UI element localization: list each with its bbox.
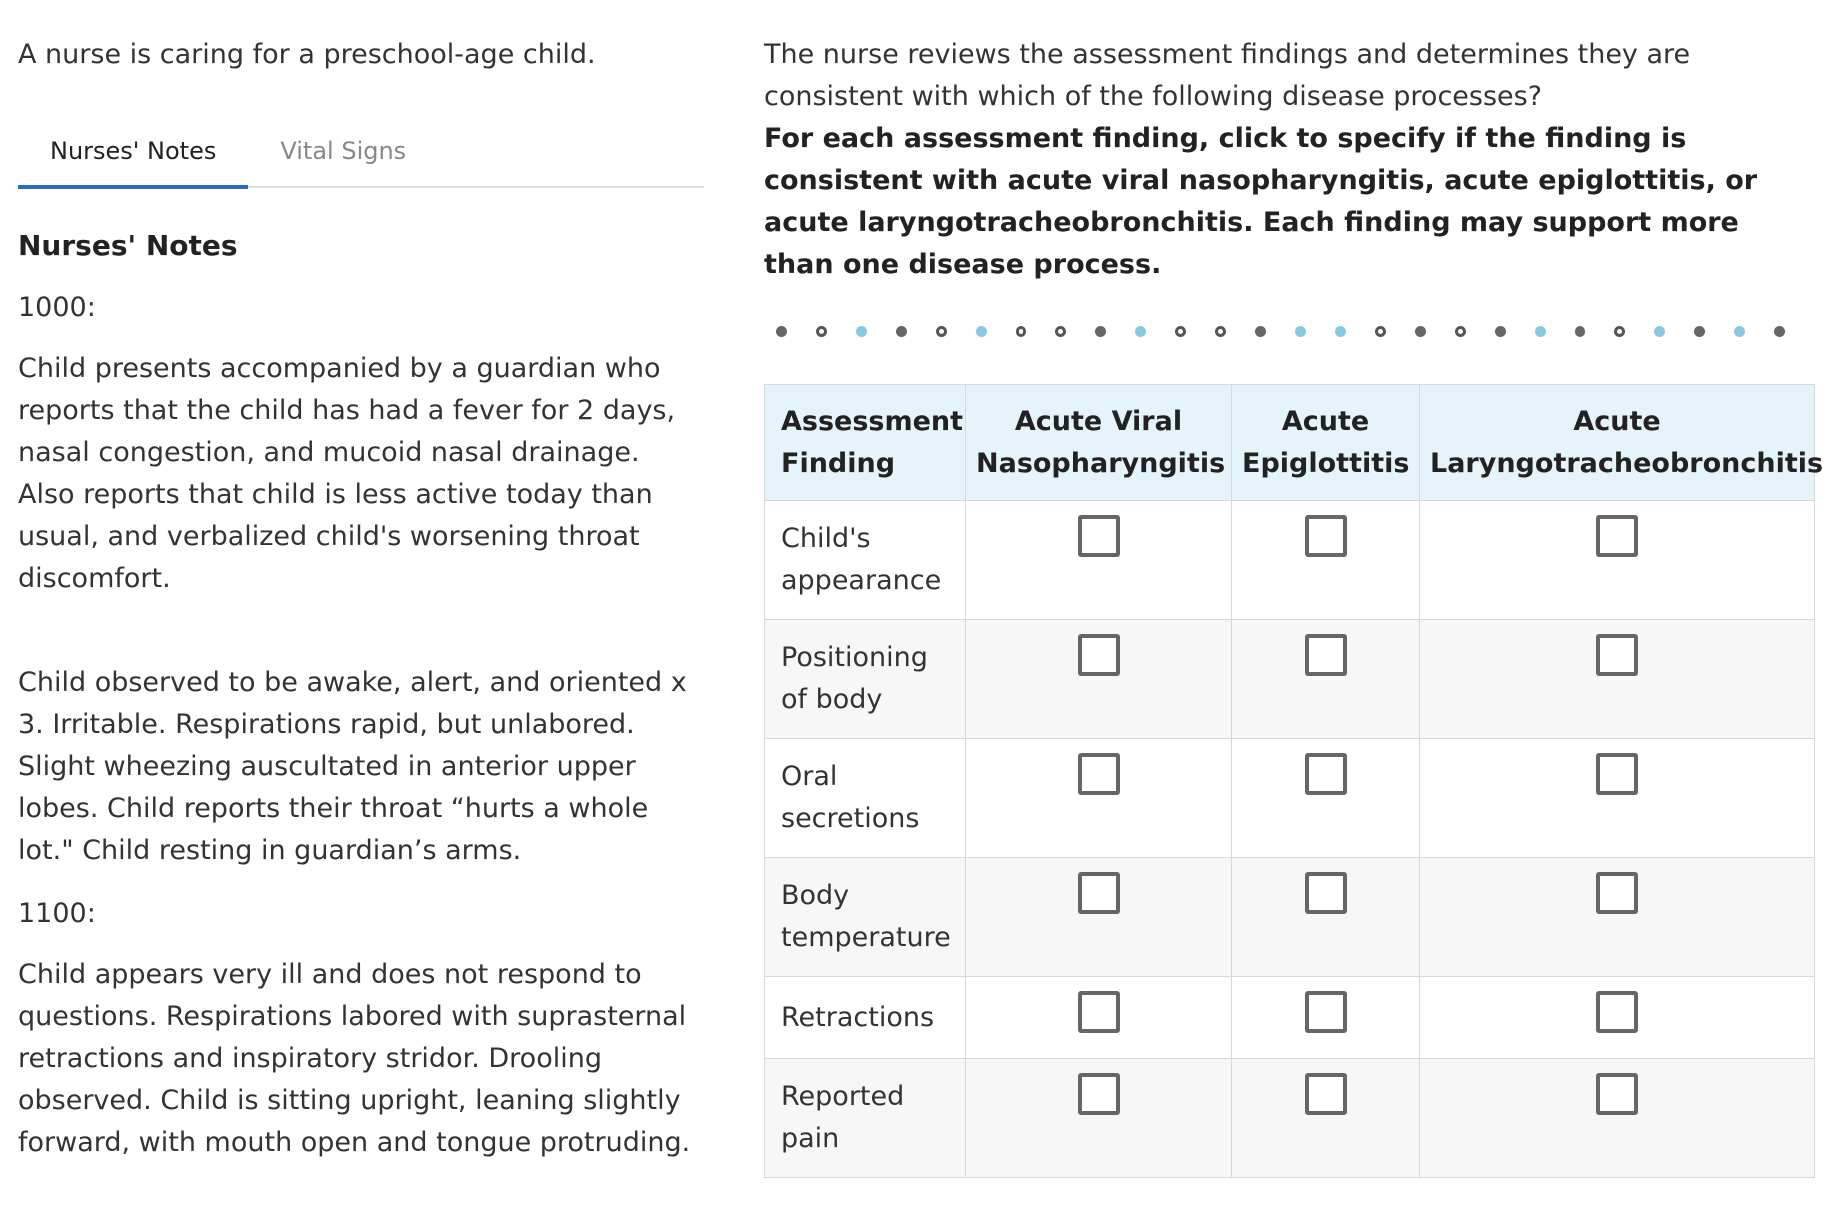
checkbox-epiglottitis[interactable]: [1305, 634, 1347, 676]
progress-dot: [1774, 326, 1785, 337]
column-header-epiglottitis: Acute Epiglottitis: [1232, 385, 1420, 501]
checkbox-laryngotracheobronchitis[interactable]: [1596, 634, 1638, 676]
note-paragraph: Child observed to be awake, alert, and oriented x 3. Irritable. Respirations rapid, but unlabored. Slight wheezing auscultated in anterior upper lobes. Child reports their throat “hurts a whole lot." Child resting in guardian’s arms.: [18, 667, 687, 866]
checkbox-epiglottitis[interactable]: [1305, 991, 1347, 1033]
checkbox-laryngotracheobronchitis[interactable]: [1596, 1073, 1638, 1115]
nurses-notes-panel: [18, 226, 704, 1164]
progress-dot: [856, 326, 867, 337]
question-instruction: For each assessment finding, click to specify if the finding is consistent with acute viral nasopharyngitis, acute epiglottitis, or acute laryngotracheobronchitis. Each finding may support more than one disease process.: [764, 123, 1758, 280]
finding-label: Oral secretions: [765, 739, 966, 858]
table-header-row: [765, 385, 1815, 501]
progress-dot: [1415, 326, 1426, 337]
checkbox-laryngotracheobronchitis[interactable]: [1596, 872, 1638, 914]
progress-dot: [776, 326, 787, 337]
question-stem: The nurse reviews the assessment findings and determines they are consistent with which of the following disease processes?: [764, 39, 1691, 112]
progress-dot: [896, 326, 907, 337]
column-header-laryngotracheobronchitis: Acute Laryngotracheobronchitis: [1420, 385, 1815, 501]
progress-dot: [1175, 326, 1186, 337]
checkbox-nasopharyngitis[interactable]: [1078, 515, 1120, 557]
progress-dot: [1335, 326, 1346, 337]
notes-heading: Nurses' Notes: [18, 229, 238, 262]
checkbox-epiglottitis[interactable]: [1305, 1073, 1347, 1115]
tab-bar: [18, 116, 704, 188]
checkbox-nasopharyngitis[interactable]: [1078, 1073, 1120, 1115]
table-row: [765, 1059, 1815, 1178]
matrix-table: [764, 384, 1824, 1178]
tab-nurses-notes[interactable]: Nurses' Notes: [18, 116, 248, 186]
finding-label: Reported pain: [765, 1059, 966, 1178]
progress-dot: [1535, 326, 1546, 337]
progress-dot: [1055, 326, 1066, 337]
table-row: [765, 858, 1815, 977]
scenario-intro: A nurse is caring for a preschool-age child.: [18, 39, 596, 70]
progress-dot: [1654, 326, 1665, 337]
checkbox-nasopharyngitis[interactable]: [1078, 753, 1120, 795]
progress-dots: [764, 320, 1814, 342]
progress-dot: [1215, 326, 1226, 337]
checkbox-nasopharyngitis[interactable]: [1078, 872, 1120, 914]
tab-vital-signs[interactable]: Vital Signs: [280, 137, 407, 165]
table-row: [765, 977, 1815, 1059]
checkbox-epiglottitis[interactable]: [1305, 515, 1347, 557]
progress-dot: [1135, 326, 1146, 337]
left-panel: [18, 34, 704, 1164]
progress-dot: [1614, 326, 1625, 337]
checkbox-epiglottitis[interactable]: [1305, 872, 1347, 914]
progress-dot: [1455, 326, 1466, 337]
progress-dot: [976, 326, 987, 337]
progress-dot: [1016, 326, 1027, 337]
finding-label: Retractions: [765, 977, 966, 1059]
progress-dot: [1375, 326, 1386, 337]
progress-dot: [816, 326, 827, 337]
finding-label: Body temperature: [765, 858, 966, 977]
progress-dot: [1255, 326, 1266, 337]
column-header-finding: Assessment Finding: [765, 385, 966, 501]
progress-dot: [1694, 326, 1705, 337]
checkbox-nasopharyngitis[interactable]: [1078, 991, 1120, 1033]
progress-dot: [1295, 326, 1306, 337]
table-row: [765, 620, 1815, 739]
progress-dot: [1095, 326, 1106, 337]
table-row: [765, 501, 1815, 620]
progress-dot: [936, 326, 947, 337]
right-panel: [764, 34, 1824, 1178]
progress-dot: [1734, 326, 1745, 337]
checkbox-laryngotracheobronchitis[interactable]: [1596, 753, 1638, 795]
progress-dot: [1495, 326, 1506, 337]
checkbox-laryngotracheobronchitis[interactable]: [1596, 515, 1638, 557]
progress-dot: [1575, 326, 1586, 337]
table-row: [765, 739, 1815, 858]
note-time: 1000:: [18, 292, 96, 323]
checkbox-nasopharyngitis[interactable]: [1078, 634, 1120, 676]
checkbox-laryngotracheobronchitis[interactable]: [1596, 991, 1638, 1033]
note-paragraph: Child presents accompanied by a guardian who reports that the child has had a fever for 2 days, nasal congestion, and mucoid nasal drainage. Also reports that child is less active today than usual, and verbalized child's worsening throat discomfort.: [18, 353, 676, 594]
finding-label: Positioning of body: [765, 620, 966, 739]
finding-label: Child's appearance: [765, 501, 966, 620]
note-paragraph: Child appears very ill and does not respond to questions. Respirations labored with suprasternal retractions and inspiratory stridor. Drooling observed. Child is sitting upright, leaning slightly forward, with mouth open and tongue protruding.: [18, 959, 691, 1158]
note-time: 1100:: [18, 898, 96, 929]
checkbox-epiglottitis[interactable]: [1305, 753, 1347, 795]
column-header-nasopharyngitis: Acute Viral Nasopharyngitis: [966, 385, 1232, 501]
